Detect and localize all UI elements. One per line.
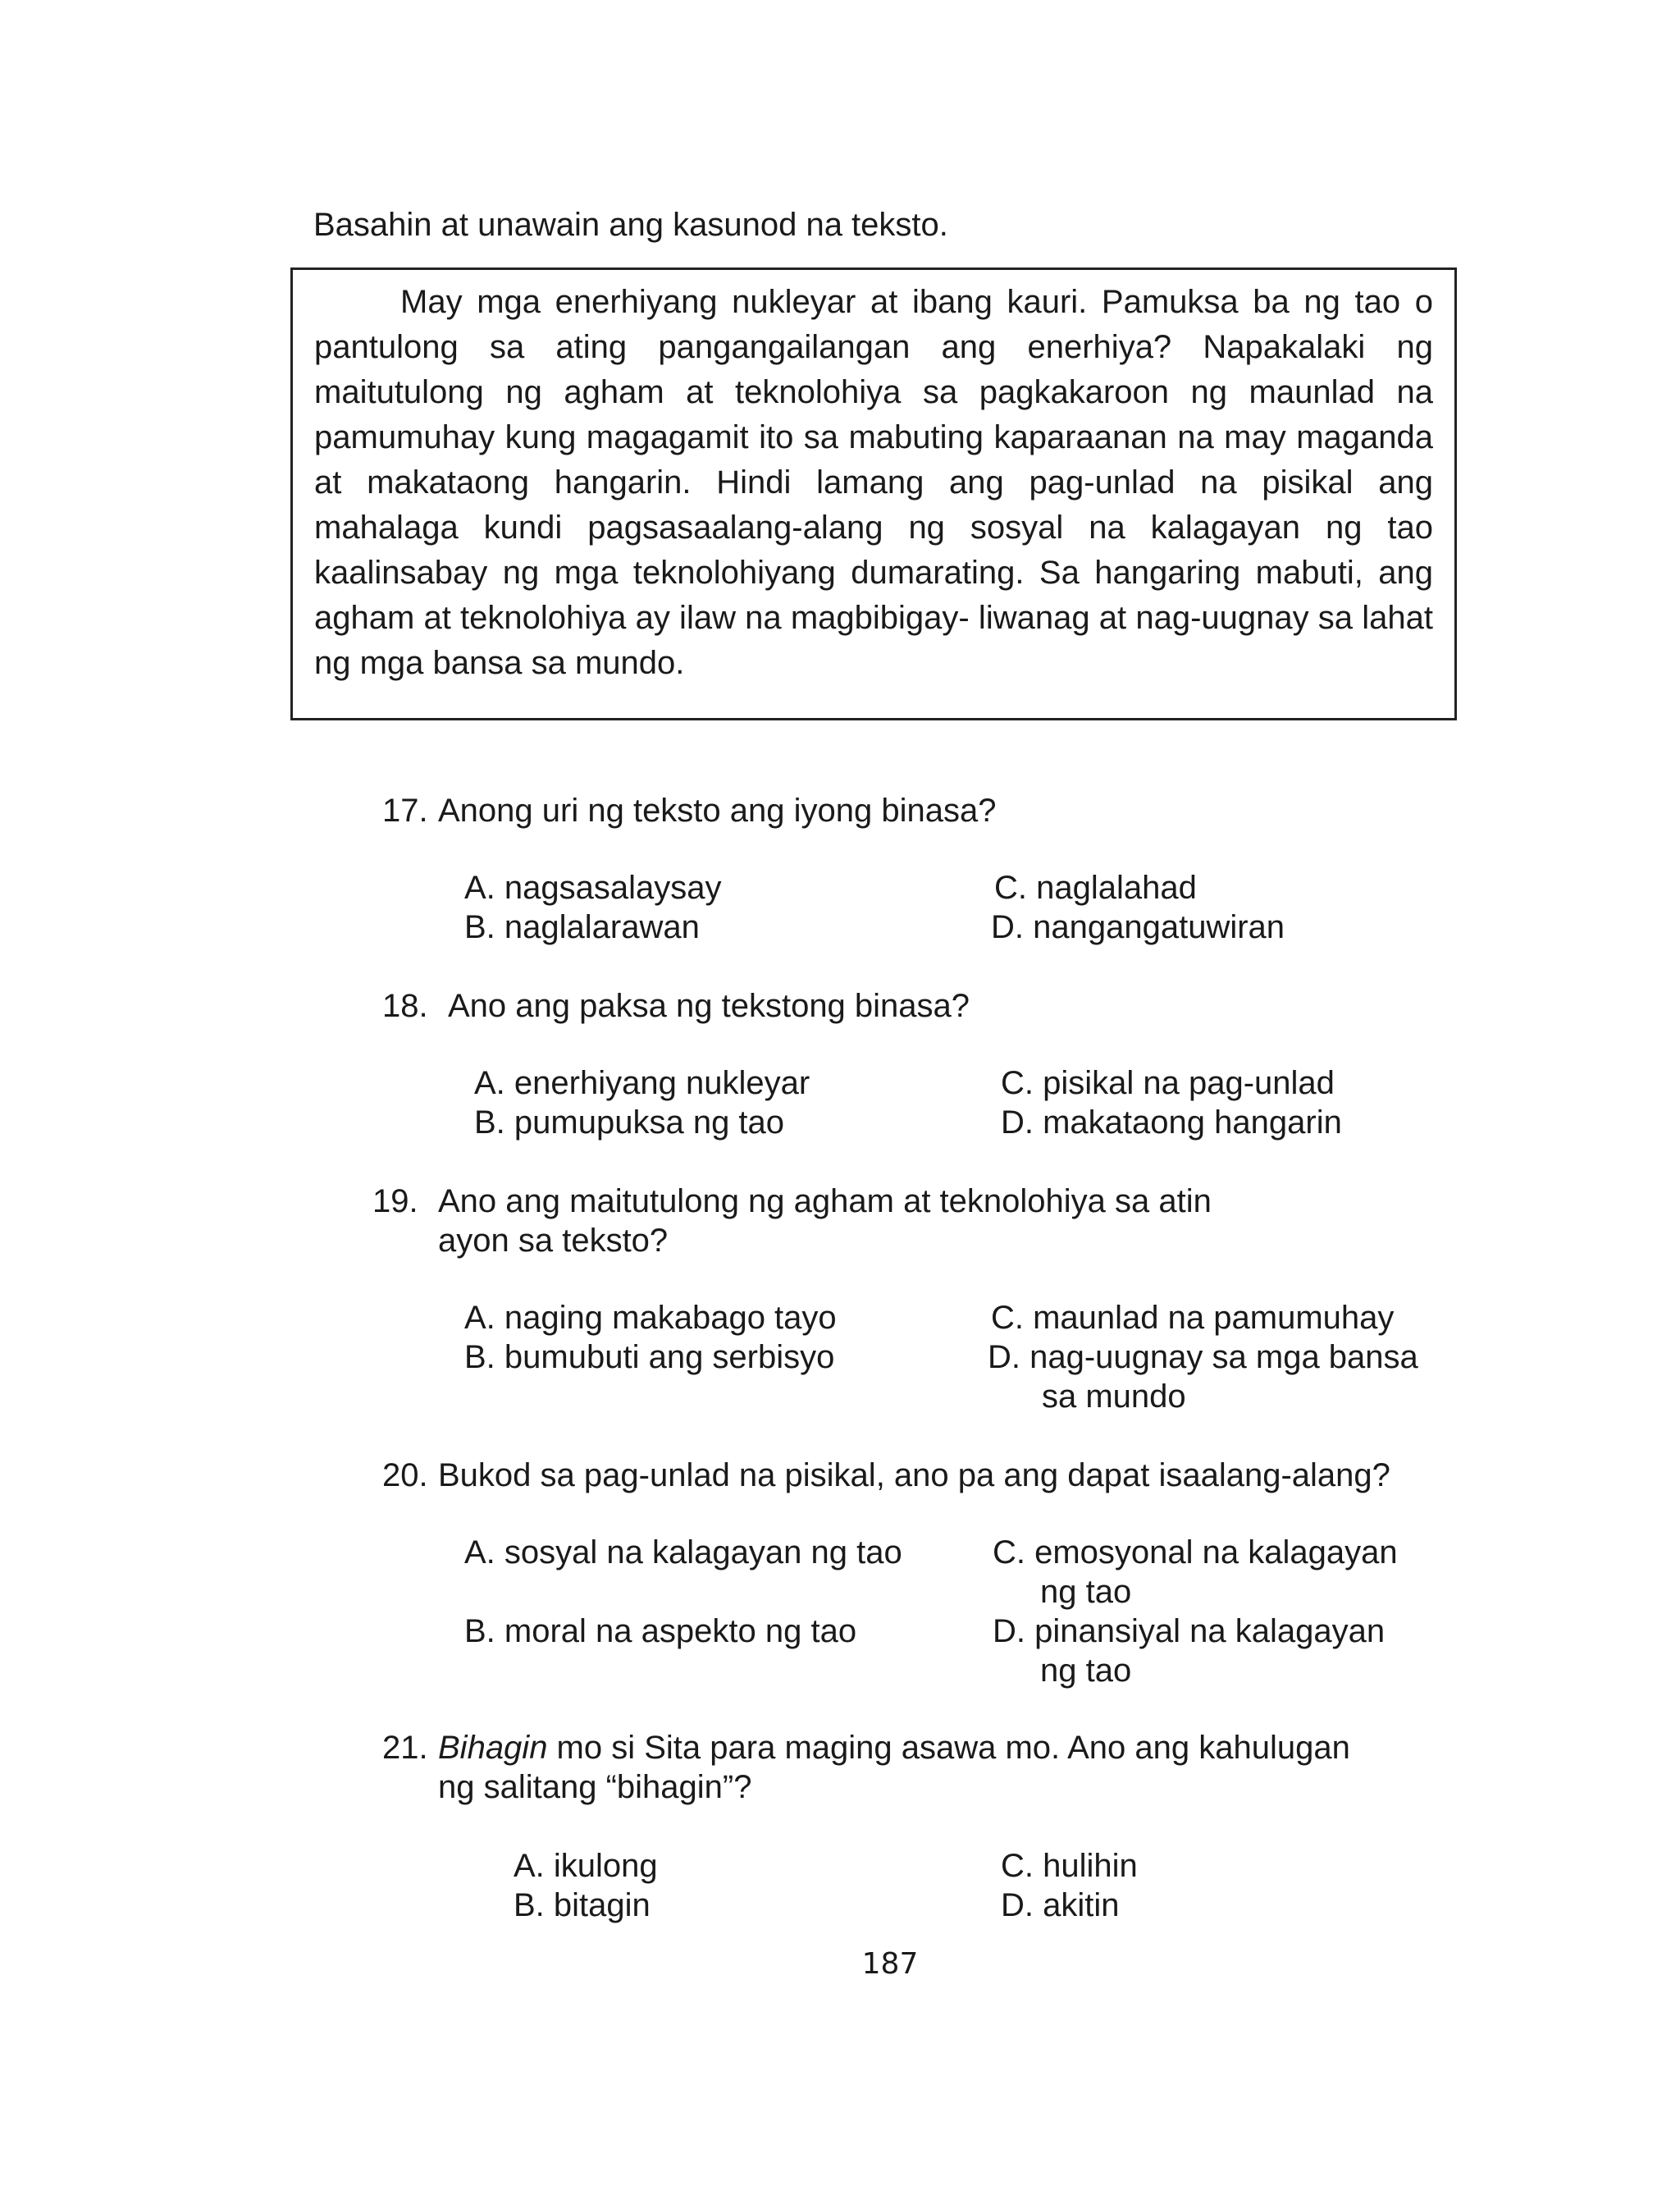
- option-d: D. makataong hangarin: [1001, 1104, 1342, 1141]
- option-c: C. naglalahad: [994, 870, 1197, 906]
- instruction-text: Basahin at unawain ang kasunod na teksto.: [313, 207, 948, 243]
- question-number: 17.: [382, 793, 428, 829]
- option-a: A. enerhiyang nukleyar: [474, 1065, 810, 1101]
- italic-term: Bihagin: [438, 1730, 548, 1766]
- option-a: A. sosyal na kalagayan ng tao: [464, 1534, 902, 1570]
- option-d-continuation: ng tao: [1040, 1653, 1132, 1689]
- question-number: 20.: [382, 1457, 428, 1493]
- option-b: B. naglalarawan: [464, 909, 700, 945]
- question-text: Ano ang maitutulong ng agham at teknolohiya sa atin ayon sa teksto?: [438, 1183, 1212, 1259]
- option-b: B. bitagin: [514, 1887, 651, 1923]
- option-c: C. emosyonal na kalagayan: [993, 1534, 1398, 1570]
- option-a: A. naging makabago tayo: [464, 1300, 837, 1336]
- option-c: C. maunlad na pamumuhay: [991, 1300, 1395, 1336]
- option-d: D. nag-uugnay sa mga bansa: [988, 1339, 1418, 1375]
- question-20: [382, 1456, 1465, 1495]
- option-c: C. hulihin: [1001, 1848, 1138, 1884]
- question-17: [382, 791, 1449, 830]
- option-a: A. ikulong: [514, 1848, 658, 1884]
- option-d: D. pinansiyal na kalagayan: [993, 1613, 1386, 1649]
- option-d: D. nangangatuwiran: [991, 909, 1285, 945]
- question-19: [372, 1182, 1455, 1260]
- page-number: 187: [861, 1947, 919, 1981]
- question-text: Anong uri ng teksto ang iyong binasa?: [438, 793, 997, 829]
- option-d: D. akitin: [1001, 1887, 1120, 1923]
- question-text: Bukod sa pag-unlad na pisikal, ano pa ang dapat isaalang-alang?: [438, 1457, 1390, 1493]
- question-text-line2: ng salitang “bihagin”?: [438, 1769, 752, 1805]
- question-21: [382, 1728, 1465, 1807]
- question-text-rest: mo si Sita para maging asawa mo. Ano ang kahulugan: [547, 1730, 1350, 1766]
- option-c-continuation: ng tao: [1040, 1574, 1132, 1610]
- option-b: B. pumupuksa ng tao: [474, 1104, 785, 1141]
- question-number: 18.: [382, 988, 428, 1024]
- question-number: 19.: [372, 1183, 418, 1219]
- question-number: 21.: [382, 1730, 428, 1766]
- option-c: C. pisikal na pag-unlad: [1001, 1065, 1335, 1101]
- passage-box: [290, 267, 1457, 720]
- question-text: [438, 1728, 1350, 1767]
- option-b: B. moral na aspekto ng tao: [464, 1613, 857, 1649]
- option-d-continuation: sa mundo: [1042, 1378, 1186, 1415]
- passage-text: May mga enerhiyang nukleyar at ibang kauri. Pamuksa ba ng tao o pantulong sa ating pangangailangan ang enerhiya? Napakalaki ng maitutulong ng agham at teknolohiya sa pagkakaroon ng maunlad na pamumuhay kung magagamit ito sa mabuting kaparaanan na may maganda at makataong hangarin. Hindi lamang ang pag-unlad na pisikal ang mahalaga kundi pagsasaalang-alang ng sosyal na kalagayan ng tao kaalinsabay ng mga teknolohiyang dumarating. Sa hangaring mabuti, ang agham at teknolohiya ay ilaw na magbibigay- liwanag at nag-uugnay sa lahat ng mga bansa sa mundo.: [314, 284, 1433, 681]
- option-b: B. bumubuti ang serbisyo: [464, 1339, 835, 1375]
- option-a: A. nagsasalaysay: [464, 870, 722, 906]
- question-text: Ano ang paksa ng tekstong binasa?: [448, 988, 970, 1024]
- question-18: [382, 986, 1449, 1026]
